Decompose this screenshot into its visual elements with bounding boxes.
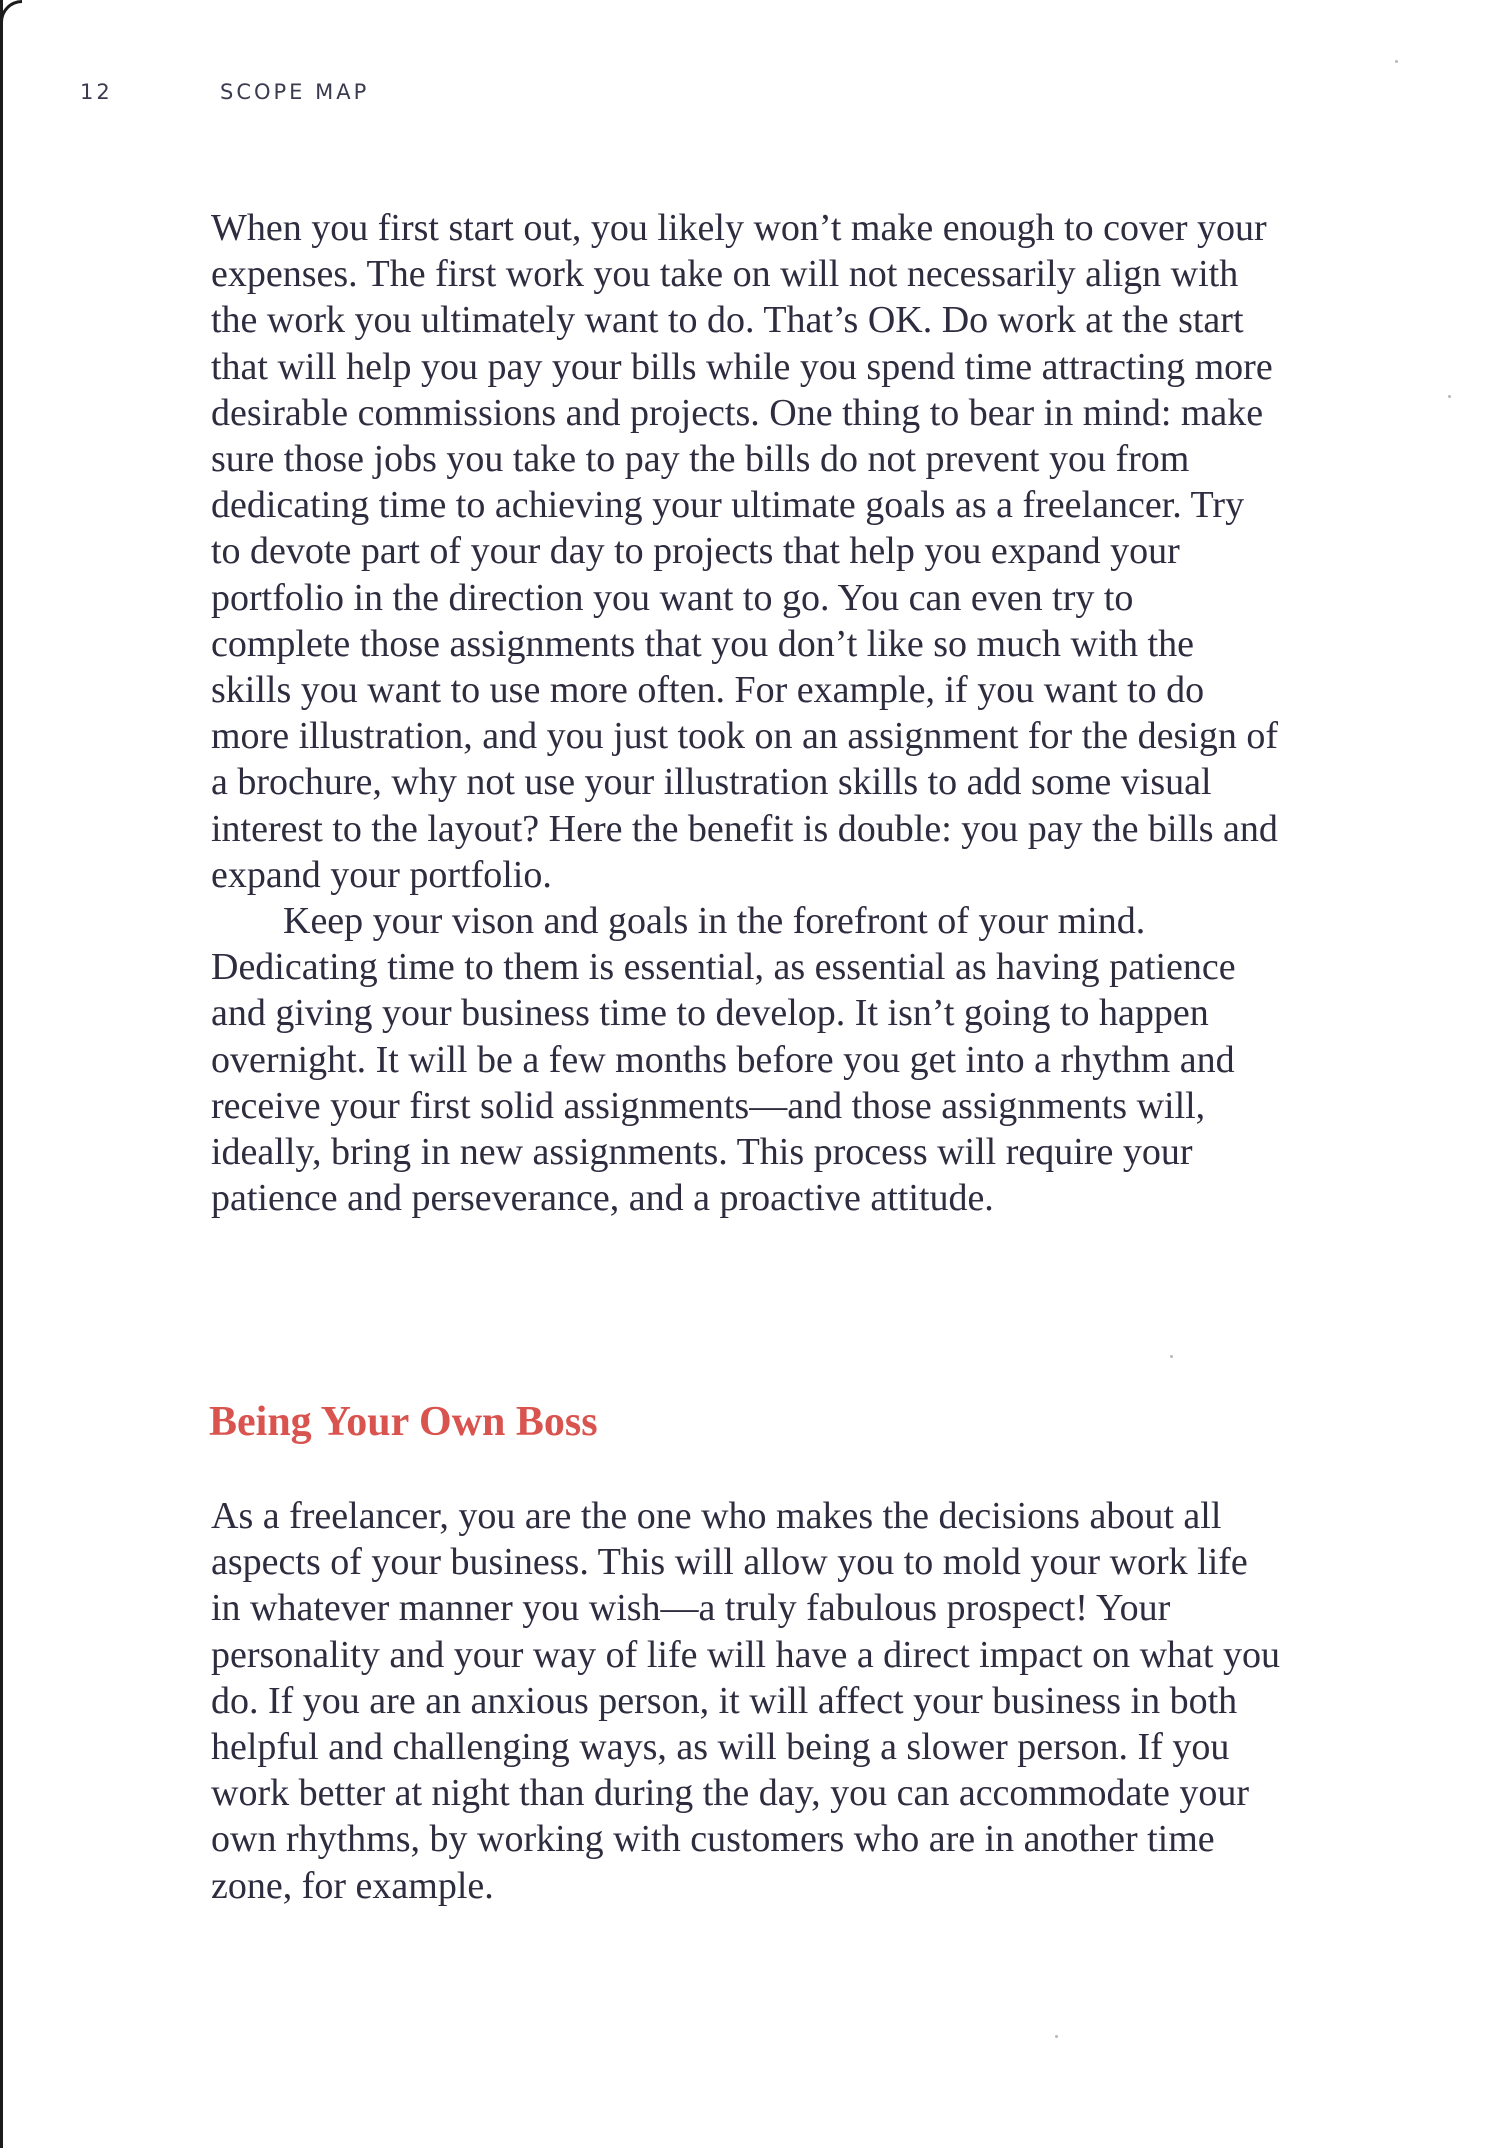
scan-edge [0,0,3,2148]
running-header [80,80,369,104]
paragraph: Keep your vison and goals in the forefront of your mind. Dedicating time to them is essential, as essential as having patience and giving your business time to develop. It isn’t going to happen overnight. It will be a few months before you get into a rhythm and receive your first solid assignments—and those assignments will, ideally, bring in new assignments. This process will require your patience and perseverance, and a proactive attitude. [211,900,1236,1220]
running-title: SCOPE MAP [220,80,370,104]
scan-speck [1448,395,1451,398]
section-1-body [211,205,1281,1221]
scan-speck [1055,2035,1058,2038]
paragraph: When you first start out, you likely won’t make enough to cover your expenses. The first work you take on will not necessarily align with the work you ultimately want to do. That’s OK. Do work at the start that will help you pay your bills while you spend time attracting more desirable commissions and projects. One thing to bear in mind: make sure those jobs you take to pay the bills do not prevent you from dedicating time to achieving your ultimate goals as a freelancer. Try to devote part of your day to projects that help you expand your portfolio in the direction you want to go. You can even try to complete those assignments that you don’t like so much with the skills you want to use more often. For example, if you want to do more illustration, and you just took on an assignment for the design of a brochure, why not use your illustration skills to add some visual interest to the layout? Here the benefit is double: you pay the bills and expand your portfolio. [211,207,1279,896]
scan-corner [0,0,22,22]
page-number: 12 [80,80,113,104]
paragraph: As a freelancer, you are the one who makes the decisions about all aspects of your business. This will allow you to mold your work life in whatever manner you wish—a truly fabulous prospect! Your personality and your way of life will have a direct impact on what you do. If you are an anxious person, it will affect your business in both helpful and challenging ways, as will being a slower person. If you work better at night than during the day, you can accommodate your own rhythms, by working with customers who are in another time zone, for example. [211,1495,1280,1907]
scan-speck [1395,60,1398,63]
scan-speck [1170,1355,1173,1358]
section-2-body [211,1493,1281,1909]
section-heading: Being Your Own Boss [209,1399,598,1445]
